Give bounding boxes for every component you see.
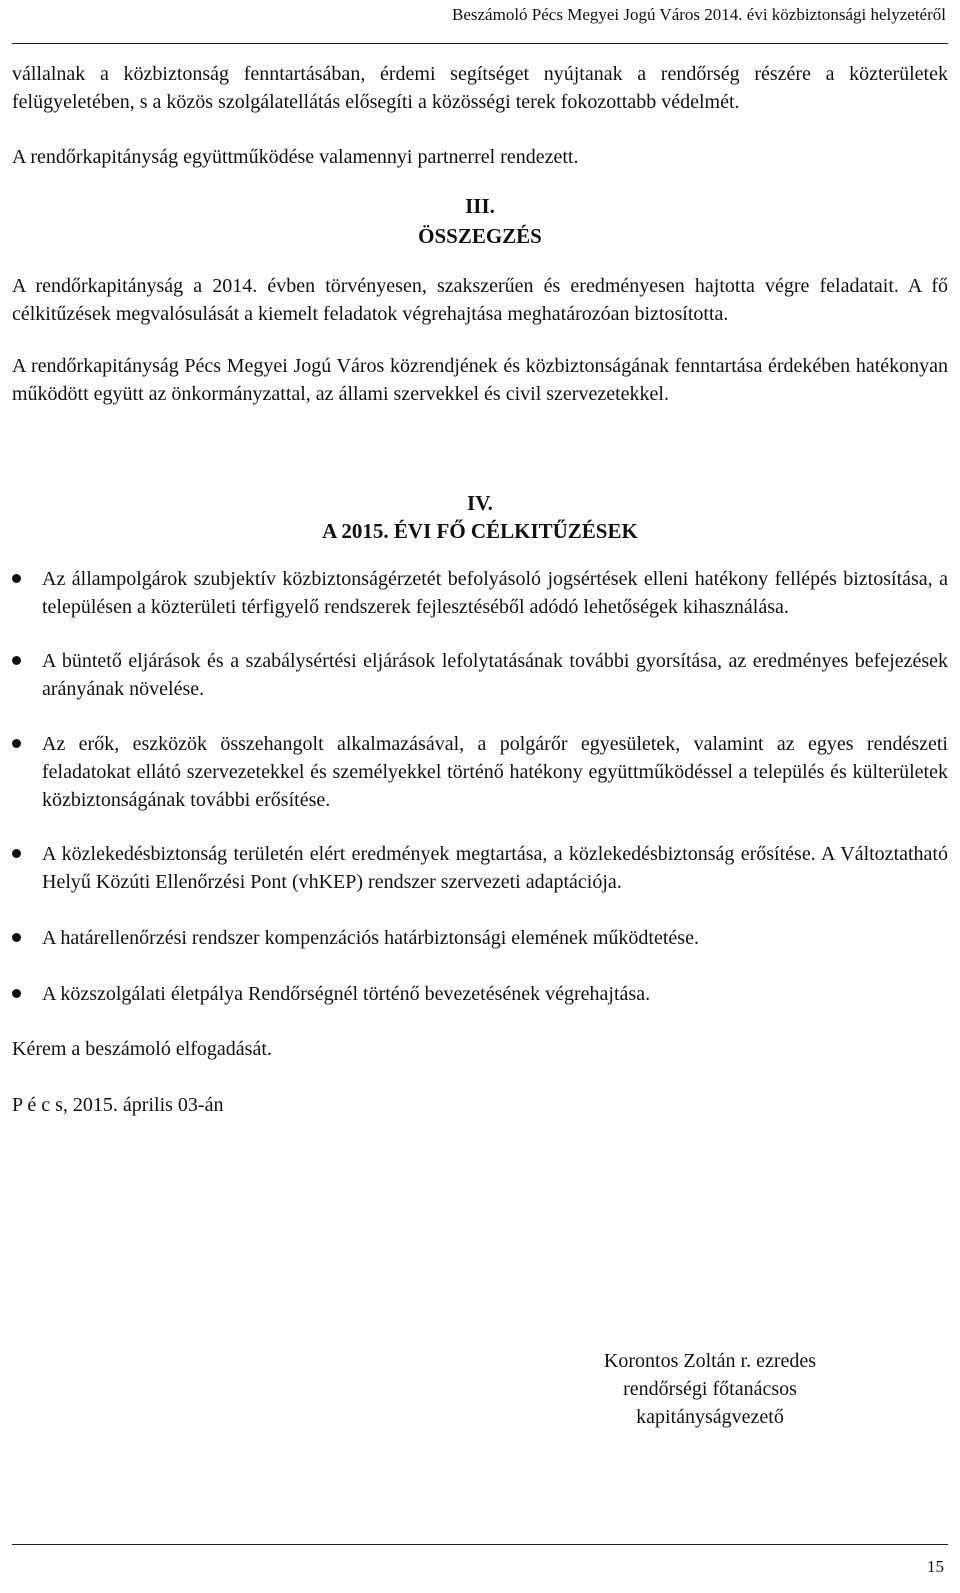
body-paragraph-2: A rendőrkapitányság együttműködése valamennyi partnerrel rendezett.: [12, 146, 579, 168]
list-item: [12, 980, 948, 1008]
objective-text: A büntető eljárások és a szabálysértési eljárások lefolytatásának további gyorsítása, az eredményes befejezések arányának növelése.: [42, 650, 948, 700]
list-item: [12, 924, 948, 952]
list-item: [12, 730, 948, 814]
list-item: [12, 647, 948, 703]
signatory-name: Korontos Zoltán r. ezredes: [603, 1350, 817, 1372]
objective-text: A közlekedésbiztonság területén elért eredmények megtartása, a közlekedésbiztonság erősítése. A Változtatható Helyű Közúti Ellenőrzési Pont (vhKEP) rendszer szervezeti adaptációja.: [42, 843, 948, 893]
section-4-title: A 2015. ÉVI FŐ CÉLKITŰZÉSEK: [322, 519, 638, 543]
section-3-title: ÖSSZEGZÉS: [418, 224, 542, 248]
page-content: [12, 60, 948, 1119]
body-paragraph-1: vállalnak a közbiztonság fenntartásában, érdemi segítséget nyújtanak a rendőrség részére a közterületek felügyeletében, s a közös szolgálatellátás elősegíti a közösségi terek fokozottabb védelmét.: [12, 63, 948, 113]
running-header: Beszámoló Pécs Megyei Jogú Város 2014. évi közbiztonsági helyzetéről: [452, 5, 946, 24]
objectives-list: [12, 565, 948, 1008]
signature-block: [560, 1347, 860, 1431]
place-date: P é c s, 2015. április 03-án: [12, 1094, 224, 1116]
section-4-numeral: IV.: [467, 491, 493, 515]
bullet-icon: [12, 574, 21, 583]
bullet-icon: [12, 656, 21, 665]
list-item: [12, 840, 948, 896]
objective-text: Az erők, eszközök összehangolt alkalmazásával, a polgárőr egyesületek, valamint az egyes rendészeti feladatokat ellátó szervezetekkel és személyekkel történő hatékony együttműködéssel a település és külterületek közbiztonságának további erősítése.: [42, 733, 948, 811]
header-divider: [12, 43, 948, 44]
section-3-paragraph-1: A rendőrkapitányság a 2014. évben törvényesen, szakszerűen és eredményesen hajtotta végre feladatait. A fő célkitűzések megvalósulását a kiemelt feladatok végrehajtása meghatározóan biztosította.: [12, 275, 948, 325]
objective-text: Az állampolgárok szubjektív közbiztonságérzetét befolyásoló jogsértések elleni hatékony fellépés biztosítása, a településen a közterületi térfigyelő rendszerek fejlesztéséből adódó lehetőségek kihasználása.: [42, 568, 948, 618]
objective-text: A közszolgálati életpálya Rendőrségnél történő bevezetésének végrehajtása.: [42, 983, 651, 1005]
signatory-rank: rendőrségi főtanácsos: [623, 1378, 797, 1400]
bullet-icon: [12, 849, 21, 858]
bullet-icon: [12, 739, 21, 748]
page-number: 15: [927, 1557, 944, 1576]
signatory-position: kapitányságvezető: [636, 1406, 784, 1428]
section-3-paragraph-2: A rendőrkapitányság Pécs Megyei Jogú Város közrendjének és közbiztonságának fenntartása érdekében hatékonyan működött együtt az önkormányzattal, az állami szervekkel és civil szervezetekkel.: [12, 355, 948, 405]
section-3-numeral: III.: [465, 194, 495, 218]
bullet-icon: [12, 933, 21, 942]
approval-request: Kérem a beszámoló elfogadását.: [12, 1038, 272, 1060]
objective-text: A határellenőrzési rendszer kompenzációs határbiztonsági elemének működtetése.: [42, 927, 699, 949]
bullet-icon: [12, 989, 21, 998]
footer-divider: [12, 1544, 948, 1545]
list-item: [12, 565, 948, 621]
